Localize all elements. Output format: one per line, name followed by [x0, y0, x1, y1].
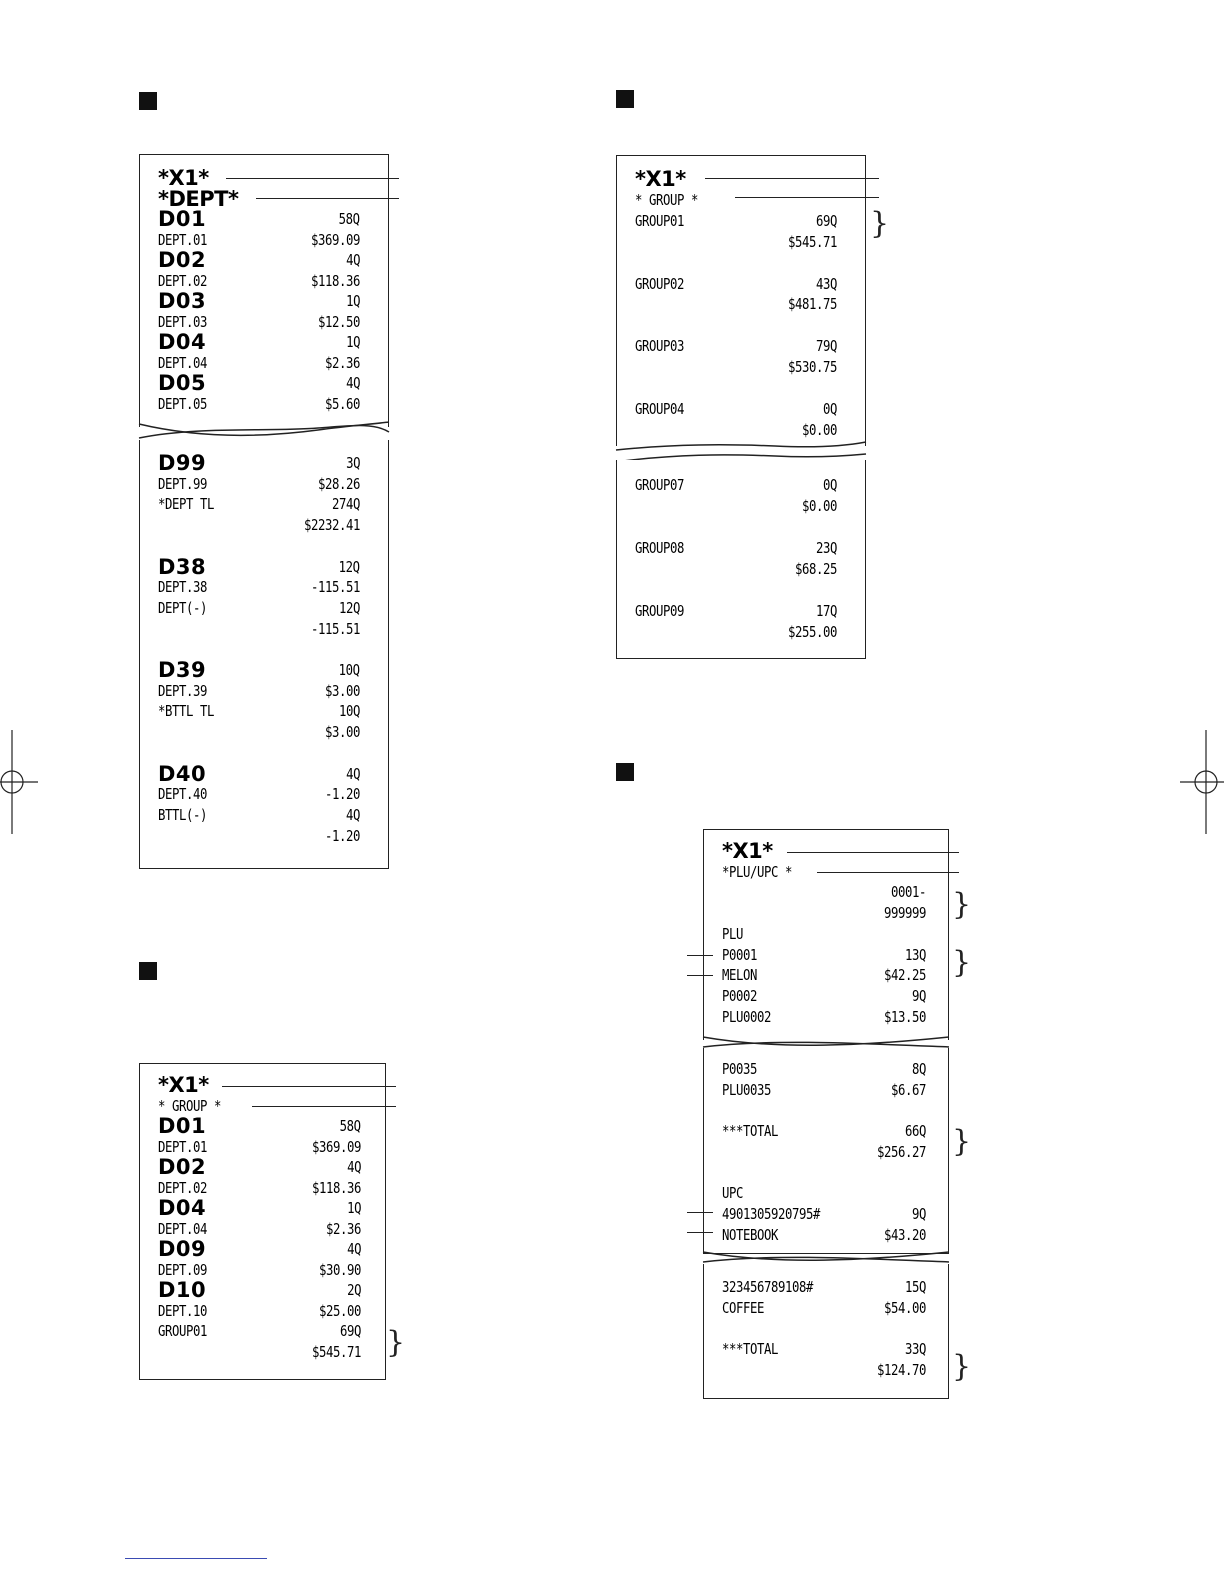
receipt-line-value: 3Q [346, 454, 360, 472]
receipt-line-label: DEPT.04 [158, 1219, 207, 1238]
receipt-line [722, 1297, 926, 1319]
receipt-line-value: $256.27 [877, 1142, 926, 1161]
group-dept-receipt [139, 1063, 386, 1380]
receipt-line [635, 398, 837, 420]
receipt-line-label: D10 [158, 1278, 207, 1302]
receipt-line-label: * GROUP * [635, 190, 698, 209]
brace-mark: } [952, 1349, 972, 1384]
receipt-line [722, 840, 926, 862]
receipt-line [158, 1320, 361, 1342]
receipt-line-value: 0Q [822, 476, 837, 494]
leader-line [687, 1212, 713, 1213]
receipt-line [158, 452, 360, 474]
receipt-line [635, 252, 837, 274]
footer-rule [125, 1558, 267, 1559]
receipt-line [722, 1317, 926, 1339]
receipt-line [635, 273, 837, 295]
receipt-line-value: 13Q [905, 945, 926, 964]
receipt-line-value: $545.71 [312, 1342, 361, 1361]
receipt-line [722, 923, 926, 945]
receipt-line-label: *BTTL TL [158, 702, 214, 721]
receipt-line [158, 393, 360, 415]
receipt-line [635, 495, 837, 517]
receipt-line-value: 4Q [347, 1158, 361, 1176]
receipt-line-label: PLU0035 [722, 1080, 771, 1099]
receipt-line [158, 783, 360, 805]
receipt-line [722, 1203, 926, 1225]
receipt-line [635, 537, 837, 559]
receipt-line-value: $5.60 [325, 394, 360, 413]
receipt-line [158, 1341, 361, 1363]
receipt-line [722, 881, 926, 903]
receipt-line-value: 4Q [345, 805, 360, 824]
receipt-line-label: D05 [158, 371, 207, 395]
receipt-line [722, 1141, 926, 1163]
registration-mark-right [1180, 730, 1224, 834]
receipt-line-value: -1.20 [325, 826, 360, 845]
receipt-line-value: $3.00 [325, 681, 360, 700]
receipt-line [158, 290, 360, 312]
receipt-line [158, 1238, 361, 1260]
receipt-line [722, 1120, 926, 1142]
receipt-line-value: 69Q [816, 211, 837, 230]
leader-line [687, 1232, 713, 1233]
receipt-line [158, 721, 360, 743]
receipt-line [722, 944, 926, 966]
receipt-line-value: $68.25 [795, 560, 837, 578]
receipt-line-label: D99 [158, 451, 207, 475]
receipt-line [158, 576, 360, 598]
receipt-line-label: MELON [722, 966, 757, 985]
receipt-line-value: $0.00 [802, 497, 837, 515]
receipt-line-label: DEPT.05 [158, 394, 207, 413]
receipt-line [158, 742, 360, 764]
receipt-line [158, 597, 360, 619]
receipt-line-label: D02 [158, 248, 207, 272]
receipt-line-label: NOTEBOOK [722, 1225, 778, 1244]
registration-mark-left [0, 730, 40, 834]
receipt-line-label: PLU [722, 924, 743, 943]
receipt-line [158, 1156, 361, 1178]
receipt-line [722, 1079, 926, 1101]
receipt-line-value: $28.26 [318, 474, 360, 493]
receipt-line-label: ***TOTAL [722, 1340, 778, 1359]
receipt-line [722, 1006, 926, 1028]
receipt-line-value: 12Q [339, 598, 360, 617]
receipt-line-value: 4Q [346, 251, 360, 269]
receipt-line-label: P0035 [722, 1060, 757, 1078]
receipt-line [158, 514, 360, 536]
receipt-line-value: -1.20 [325, 785, 360, 804]
receipt-line [635, 356, 837, 378]
receipt-line [722, 1162, 926, 1184]
receipt-line-label: DEPT.40 [158, 785, 207, 804]
receipt-line-value: 79Q [816, 337, 837, 356]
plu-receipt-middle [703, 1048, 949, 1254]
receipt-line-value: 23Q [816, 539, 837, 557]
receipt-line [635, 189, 837, 211]
receipt-line-value: $30.90 [319, 1260, 361, 1279]
receipt-line [158, 638, 360, 660]
receipt-line-value: 58Q [340, 1117, 361, 1135]
brace-mark: } [952, 887, 972, 922]
receipt-line-value: $118.36 [312, 1178, 361, 1197]
receipt-line-value: 9Q [911, 1204, 926, 1223]
receipt-line-label: D40 [158, 761, 207, 786]
receipt-line-label: *PLU/UPC * [722, 862, 792, 881]
receipt-line [722, 1182, 926, 1204]
leader-line [687, 955, 713, 956]
receipt-line-label: *DEPT* [158, 186, 239, 211]
receipt-line-label: *X1* [158, 1073, 209, 1097]
receipt-line-value: 999999 [884, 904, 926, 923]
receipt-line [722, 985, 926, 1007]
receipt-line [158, 535, 360, 557]
leader-line [256, 198, 399, 199]
brace-mark: } [952, 945, 972, 980]
receipt-line-value: $54.00 [884, 1298, 926, 1317]
receipt-line-label: UPC [722, 1184, 743, 1203]
receipt-line-value: 274Q [332, 495, 360, 514]
receipt-line-label: P0002 [722, 986, 757, 1005]
receipt-line-label: 4901305920795# [722, 1204, 820, 1223]
receipt-line-value: $2.36 [325, 353, 360, 372]
receipt-line [158, 804, 360, 826]
receipt-line-value: 69Q [340, 1322, 361, 1340]
section-marker-group-dept [139, 962, 157, 980]
receipt-line [158, 249, 360, 271]
receipt-line-value: $481.75 [788, 295, 837, 314]
receipt-line-label: D38 [158, 554, 207, 579]
receipt-line-label: GROUP01 [158, 1322, 207, 1340]
receipt-line [722, 902, 926, 924]
receipt-line [158, 659, 360, 681]
leader-line [817, 872, 959, 873]
receipt-line-label: PLU0002 [722, 1007, 771, 1026]
receipt-line-value: $2.36 [326, 1219, 361, 1238]
receipt-line-label: DEPT.38 [158, 578, 207, 597]
brace-mark: } [870, 206, 890, 241]
receipt-line-value: $545.71 [788, 232, 837, 251]
receipt-line-value: $42.25 [884, 966, 926, 985]
receipt-line [635, 210, 837, 232]
receipt-line [635, 377, 837, 399]
receipt-line-value: $12.50 [318, 312, 360, 331]
receipt-line [158, 208, 360, 230]
receipt-line-value: $530.75 [788, 358, 837, 377]
receipt-line [158, 1115, 361, 1137]
receipt-line [635, 621, 837, 643]
receipt-line-label: D01 [158, 1114, 207, 1138]
receipt-line-value: 10Q [339, 661, 360, 679]
receipt-line [635, 419, 837, 441]
receipt-line-label: GROUP01 [635, 211, 684, 230]
receipt-line-label: DEPT.99 [158, 474, 207, 493]
group-total-receipt-top [616, 155, 866, 446]
receipt-line-value: $13.50 [884, 1007, 926, 1026]
receipt-line-value: $25.00 [319, 1301, 361, 1320]
receipt-line [635, 231, 837, 253]
leader-line [735, 197, 879, 198]
receipt-line-value: $43.20 [884, 1225, 926, 1244]
receipt-line-value: 17Q [816, 602, 837, 620]
receipt-line [158, 493, 360, 515]
leader-line [222, 1086, 396, 1087]
receipt-line [158, 372, 360, 394]
receipt-line-label: DEPT(-) [158, 598, 207, 617]
receipt-line-label: 323456789108# [722, 1278, 813, 1296]
receipt-line-label: DEPT.01 [158, 230, 207, 249]
receipt-line [635, 558, 837, 580]
receipt-line-label: D39 [158, 658, 207, 682]
receipt-line-value: 15Q [905, 1278, 926, 1296]
receipt-line-label: D01 [158, 207, 207, 231]
section-marker-plu [616, 763, 634, 781]
receipt-line-label: DEPT.10 [158, 1301, 207, 1320]
receipt-line-value: $6.67 [891, 1080, 926, 1099]
receipt-line-value: 4Q [346, 374, 360, 392]
leader-line [226, 178, 399, 179]
receipt-line-value: $118.36 [311, 271, 360, 290]
plu-receipt-bottom [703, 1264, 949, 1399]
receipt-line-value: 0001- [891, 883, 926, 902]
receipt-line-label: *DEPT TL [158, 495, 214, 514]
receipt-line-label: COFFEE [722, 1298, 764, 1317]
leader-line [705, 178, 879, 179]
receipt-line-value: -115.51 [311, 619, 360, 638]
receipt-line-value: $3.00 [325, 723, 360, 742]
receipt-line [158, 1279, 361, 1301]
receipt-line [158, 680, 360, 702]
section-marker-group-total [616, 90, 634, 108]
receipt-line-label: DEPT.02 [158, 271, 207, 290]
receipt-line-value: $369.09 [312, 1137, 361, 1156]
receipt-line-label: GROUP04 [635, 399, 684, 418]
receipt-line-label: DEPT.03 [158, 312, 207, 331]
receipt-line [158, 1197, 361, 1219]
receipt-line-value: $0.00 [802, 420, 837, 439]
receipt-line-label: *X1* [635, 167, 686, 191]
receipt-line [158, 1074, 361, 1096]
receipt-line-value: 4Q [347, 1240, 361, 1258]
receipt-line-value: 1Q [346, 333, 360, 351]
receipt-line-value: 10Q [339, 702, 360, 721]
receipt-line-value: 43Q [816, 274, 837, 293]
receipt-line [635, 516, 837, 538]
receipt-line-label: * GROUP * [158, 1096, 221, 1115]
receipt-line-value: 4Q [346, 764, 360, 783]
group-total-receipt-bottom [616, 460, 866, 659]
receipt-line-value: $124.70 [877, 1360, 926, 1379]
receipt-line-label: GROUP03 [635, 337, 684, 356]
receipt-line [635, 600, 837, 622]
receipt-line-value: 58Q [339, 210, 360, 228]
receipt-line-value: 1Q [346, 292, 360, 310]
receipt-line [722, 1338, 926, 1360]
receipt-line-value: $2232.41 [304, 516, 360, 535]
receipt-line [635, 474, 837, 496]
receipt-line-value: $255.00 [788, 623, 837, 641]
receipt-line-label: D04 [158, 1196, 207, 1220]
receipt-line-value: 9Q [911, 986, 926, 1005]
dept-receipt-top [139, 154, 389, 427]
receipt-line-value: 1Q [347, 1199, 361, 1217]
receipt-line [722, 964, 926, 986]
receipt-line-value: 0Q [822, 399, 837, 418]
receipt-line [158, 473, 360, 495]
receipt-line-label: D09 [158, 1237, 207, 1261]
receipt-line-label: DEPT.09 [158, 1260, 207, 1279]
receipt-line [158, 825, 360, 847]
receipt-line [635, 335, 837, 357]
leader-line [687, 975, 713, 976]
receipt-line [635, 293, 837, 315]
receipt-line [722, 1099, 926, 1121]
receipt-line-label: DEPT.39 [158, 681, 207, 700]
receipt-line-value: 12Q [339, 557, 360, 576]
receipt-line-label: GROUP07 [635, 476, 684, 494]
plu-receipt-top [703, 829, 949, 1040]
brace-mark: } [386, 1325, 406, 1360]
section-marker-dept [139, 92, 157, 110]
receipt-line-label: D03 [158, 289, 207, 313]
dept-receipt-bottom [139, 440, 389, 869]
brace-mark: } [952, 1124, 972, 1159]
receipt-line [158, 331, 360, 353]
receipt-line-label: DEPT.04 [158, 353, 207, 372]
receipt-line-label: ***TOTAL [722, 1122, 778, 1141]
receipt-line [722, 1224, 926, 1246]
receipt-line-label: GROUP09 [635, 602, 684, 620]
receipt-line-label: GROUP02 [635, 274, 684, 293]
receipt-line-value: 2Q [347, 1281, 361, 1299]
receipt-line [635, 579, 837, 601]
receipt-line-label: *X1* [158, 166, 209, 190]
receipt-line [722, 1276, 926, 1298]
receipt-line [158, 1300, 361, 1322]
receipt-line-value: 33Q [905, 1340, 926, 1359]
receipt-line [158, 700, 360, 722]
receipt-line-label: DEPT.02 [158, 1178, 207, 1197]
receipt-line-label: D02 [158, 1155, 207, 1179]
receipt-line-value: $369.09 [311, 230, 360, 249]
receipt-line-value: 8Q [911, 1060, 926, 1078]
receipt-line-label: DEPT.01 [158, 1137, 207, 1156]
receipt-line [635, 314, 837, 336]
receipt-line [722, 1058, 926, 1080]
receipt-line [158, 763, 360, 785]
receipt-line [158, 618, 360, 640]
receipt-line-label: GROUP08 [635, 539, 684, 557]
receipt-line-label: *X1* [722, 839, 773, 863]
leader-line [787, 852, 959, 853]
leader-line [252, 1106, 396, 1107]
receipt-line [722, 1359, 926, 1381]
receipt-line-label: BTTL(-) [158, 805, 207, 824]
receipt-line-value: -115.51 [311, 578, 360, 597]
receipt-line-label: D04 [158, 330, 207, 354]
receipt-line [158, 556, 360, 578]
receipt-line-label: P0001 [722, 945, 757, 964]
receipt-line-value: 66Q [905, 1122, 926, 1141]
